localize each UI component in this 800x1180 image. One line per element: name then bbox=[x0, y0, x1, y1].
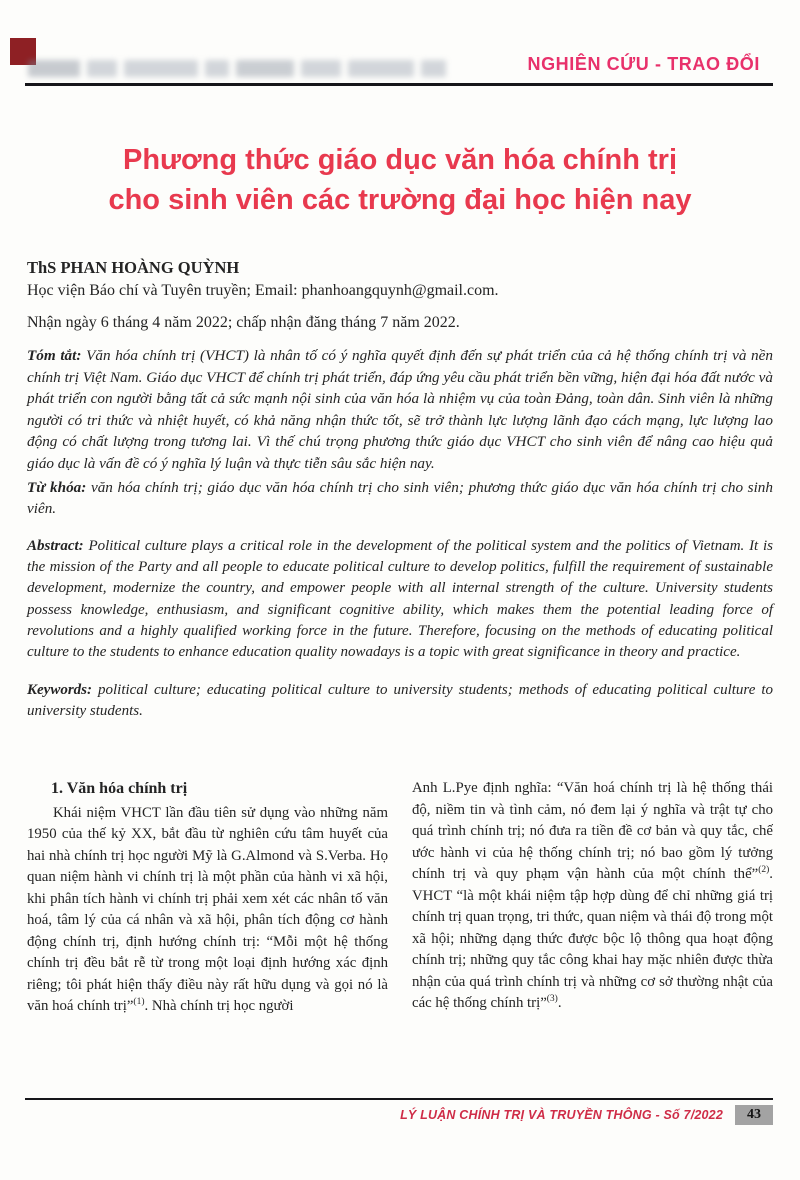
journal-imprint: LÝ LUẬN CHÍNH TRỊ VÀ TRUYỀN THÔNG - Số 7/2022 bbox=[400, 1108, 723, 1122]
author-name: ThS PHAN HOÀNG QUỲNH bbox=[27, 258, 240, 277]
keywords-vi-label: Từ khóa: bbox=[27, 478, 87, 496]
paragraph-text: . Nhà chính trị học người bbox=[144, 998, 294, 1014]
abstract-vi bbox=[27, 345, 773, 475]
keywords-en bbox=[27, 680, 773, 723]
article-title bbox=[24, 140, 776, 220]
abstract-en bbox=[27, 536, 773, 664]
footer-row bbox=[25, 1105, 773, 1125]
keywords-vi bbox=[27, 477, 773, 520]
page-header bbox=[0, 0, 800, 75]
abstract-vi-label: Tóm tắt: bbox=[27, 347, 82, 364]
paragraph-text: Anh L.Pye định nghĩa: “Văn hoá chính trị là hệ thống thái độ, niềm tin và tình cảm, nó đem lại ý nghĩa và trật tự cho quá trình chính trị; nó đưa ra tiền đề cơ bản và quy tắc, chế ước hành vi của hệ thống chính trị; nó bao gồm lý tưởng chính trị và quy phạm vận hành của một chính thể” bbox=[412, 780, 773, 882]
body-columns bbox=[27, 778, 773, 1098]
paragraph-text: . bbox=[557, 995, 562, 1011]
keywords-vi-text: văn hóa chính trị; giáo dục văn hóa chính trị cho sinh viên; phương thức giáo dục văn hóa chính trị cho sinh viên. bbox=[27, 478, 773, 518]
article-title-line1: Phương thức giáo dục văn hóa chính trị bbox=[122, 144, 678, 176]
author-affiliation: Học viện Báo chí và Tuyên truyền; Email: phanhoangquynh@gmail.com. bbox=[27, 282, 499, 299]
header-rule bbox=[25, 83, 773, 86]
page-footer bbox=[25, 1098, 773, 1131]
paragraph-text: Khái niệm VHCT lần đầu tiên sử dụng vào những năm 1950 của thế kỷ XX, bắt đầu từ nghiên cứu tâm huyết của hai nhà chính trị học người Mỹ là G.Almond và S.Verba. Họ quan niệm hành vi chính trị là một phần của hành vi xã hội, khi phân tích hành vi chính trị phải xem xét các nhân tố văn hoá, tâm lý của cá nhân và xã hội, phân tích động cơ hành động chính trị, định hướng chính trị: “Mỗi một hệ thống chính trị đều bắt rễ từ trong một loại định hướng xác định riêng; tôi phát hiện thấy điều này rất hữu dụng và gọi nó là văn hoá chính trị” bbox=[27, 804, 388, 1014]
column-left bbox=[27, 778, 388, 1098]
abstract-en-text: Political culture plays a critical role in the development of the political system and the politics of Vietnam. It is the mission of the Party and all people to educate political culture to develop politics, fulfill the requirement of sustainable development, modernize the country, and empower people with all internal strength of the culture. University students possess knowledge, enthusiasm, and significant cognitive ability, which makes them the potential leading force of revolutions and a highly qualified working force in the future. Therefore, focusing on the methods of educating political culture to the students to enhance education quality nowadays is a topic with great significance in theory and practice. bbox=[27, 537, 774, 661]
article-title-line2: cho sinh viên các trường đại học hiện nay bbox=[108, 184, 692, 216]
footnote-ref-1: (1) bbox=[133, 997, 145, 1008]
body-paragraph-right bbox=[412, 778, 773, 1015]
body-paragraph-left bbox=[27, 803, 388, 1018]
abstract-vi-text: Văn hóa chính trị (VHCT) là nhân tố có ý nghĩa quyết định đến sự phát triển của cả hệ thống chính trị và nền chính trị Việt Nam. Giáo dục VHCT để chính trị phát triển, đáp ứng yêu cầu phát triển bền vững, hiện đại hóa đất nước và phát triển con người bằng tất cả sức mạnh nội sinh của văn hóa là nhiệm vụ của toàn Đảng, toàn dân. Sinh viên là những người có tri thức và nhiệt huyết, có khả năng nhận thức tốt, sẽ trở thành lực lượng lãnh đạo cách mạng, lực lượng lao động có chất lượng trong tương lai. Vì thế chú trọng phương thức giáo dục VHCT cho sinh viên để nâng cao hiệu quả giáo dục là vấn đề có ý nghĩa lý luận và thực tiễn sâu sắc hiện nay. bbox=[27, 347, 773, 472]
column-right bbox=[412, 778, 773, 1098]
keywords-en-text: political culture; educating political culture to university students; methods of educating political culture to university students. bbox=[27, 681, 774, 719]
abstract-en-label: Abstract: bbox=[27, 537, 84, 554]
section-1-heading: 1. Văn hóa chính trị bbox=[51, 780, 188, 797]
keywords-en-label: Keywords: bbox=[27, 681, 92, 698]
footnote-ref-2: (2) bbox=[758, 865, 770, 876]
front-matter bbox=[0, 258, 800, 722]
footnote-ref-3: (3) bbox=[546, 994, 558, 1005]
received-dates: Nhận ngày 6 tháng 4 năm 2022; chấp nhận đăng tháng 7 năm 2022. bbox=[27, 314, 460, 331]
page-number: 43 bbox=[735, 1105, 773, 1125]
section-label: NGHIÊN CỨU - TRAO ĐỔI bbox=[527, 54, 760, 74]
footer-rule bbox=[25, 1098, 773, 1100]
paragraph-text: . VHCT “là một khái niệm tập hợp dùng để chỉ những giá trị chính trị quan trọng, tri thức, quan niệm và thái độ trong một xã hội; những dạng thức được bộc lộ thông qua hoạt động chính trị; những quy tắc công khai hay mặc nhiên được thừa nhận của quá trình chính trị và những cơ sở thường nhật của các hệ thống chính trị” bbox=[412, 866, 773, 1011]
